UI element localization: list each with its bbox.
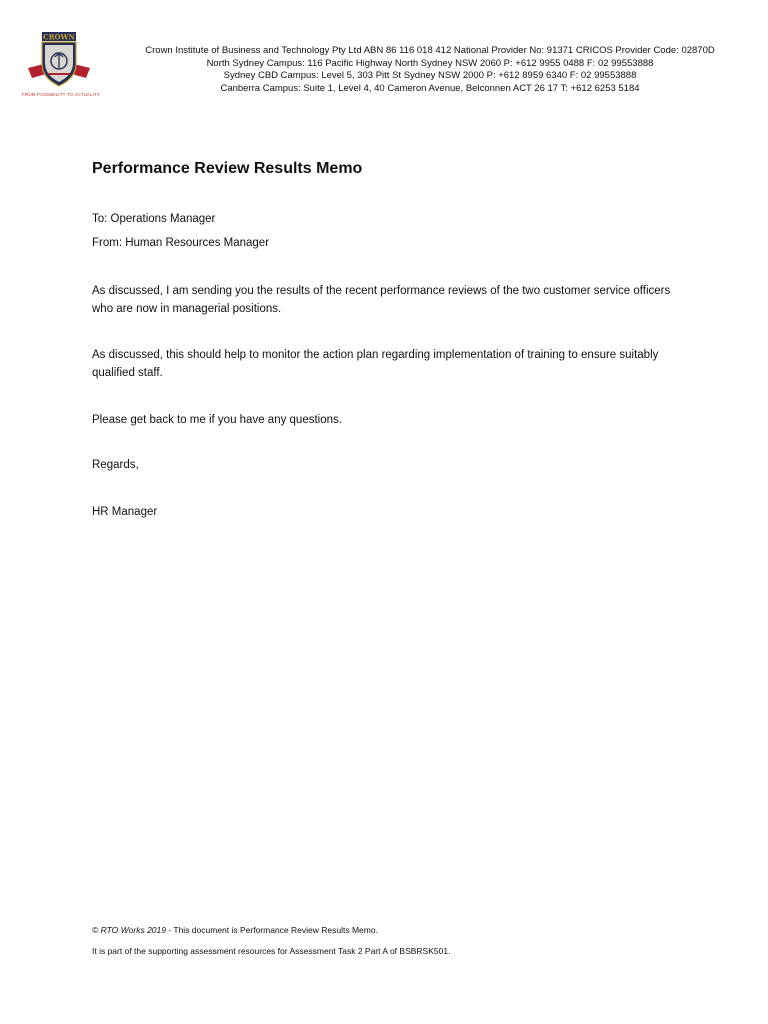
footer-document-name: - This document is Performance Review Results Memo. (165, 925, 378, 935)
footer-line-1 (92, 925, 378, 935)
letterhead (110, 45, 750, 95)
letterhead-line-canberra: Canberra Campus: Suite 1, Level 4, 40 Cameron Avenue, Belconnen ACT 26 17 T: +612 6253 5184 (220, 82, 640, 94)
memo-paragraph-3: Please get back to me if you have any questions. (92, 414, 342, 426)
logo-tagline: FROM POSSIBILITY TO ACTUALITY (22, 92, 100, 97)
memo-signature: HR Manager (92, 506, 158, 518)
letterhead-line-north-sydney: North Sydney Campus: 116 Pacific Highway North Sydney NSW 2060 P: +612 9955 0488 F: 02 99553888 (206, 57, 654, 69)
memo-to-line: To: Operations Manager (92, 213, 216, 225)
footer-line-2: It is part of the supporting assessment resources for Assessment Task 2 Part A of BSBRSK501. (92, 946, 451, 956)
memo-title: Performance Review Results Memo (92, 160, 363, 177)
crown-institute-logo (22, 30, 100, 100)
svg-text:CROWN: CROWN (43, 32, 75, 42)
memo-closing: Regards, (92, 459, 139, 471)
memo-from-line: From: Human Resources Manager (92, 237, 270, 249)
letterhead-line-sydney-cbd: Sydney CBD Campus: Level 5, 303 Pitt St Sydney NSW 2000 P: +612 8959 6340 F: 02 99553888 (223, 70, 637, 81)
memo-paragraph-2: As discussed, this should help to monitor the action plan regarding implementation of training to ensure suitably qualified staff. (92, 349, 659, 379)
memo-paragraph-1: As discussed, I am sending you the results of the recent performance reviews of the two customer service officers who are now in managerial positions. (92, 285, 671, 315)
crest-shield-icon (22, 30, 96, 92)
footer-copyright: © RTO Works 2019 (92, 925, 166, 935)
letterhead-line-company: Crown Institute of Business and Technology Pty Ltd ABN 86 116 018 412 National Provider No: 91371 CRICOS Provider Code: 02870D (145, 45, 715, 56)
